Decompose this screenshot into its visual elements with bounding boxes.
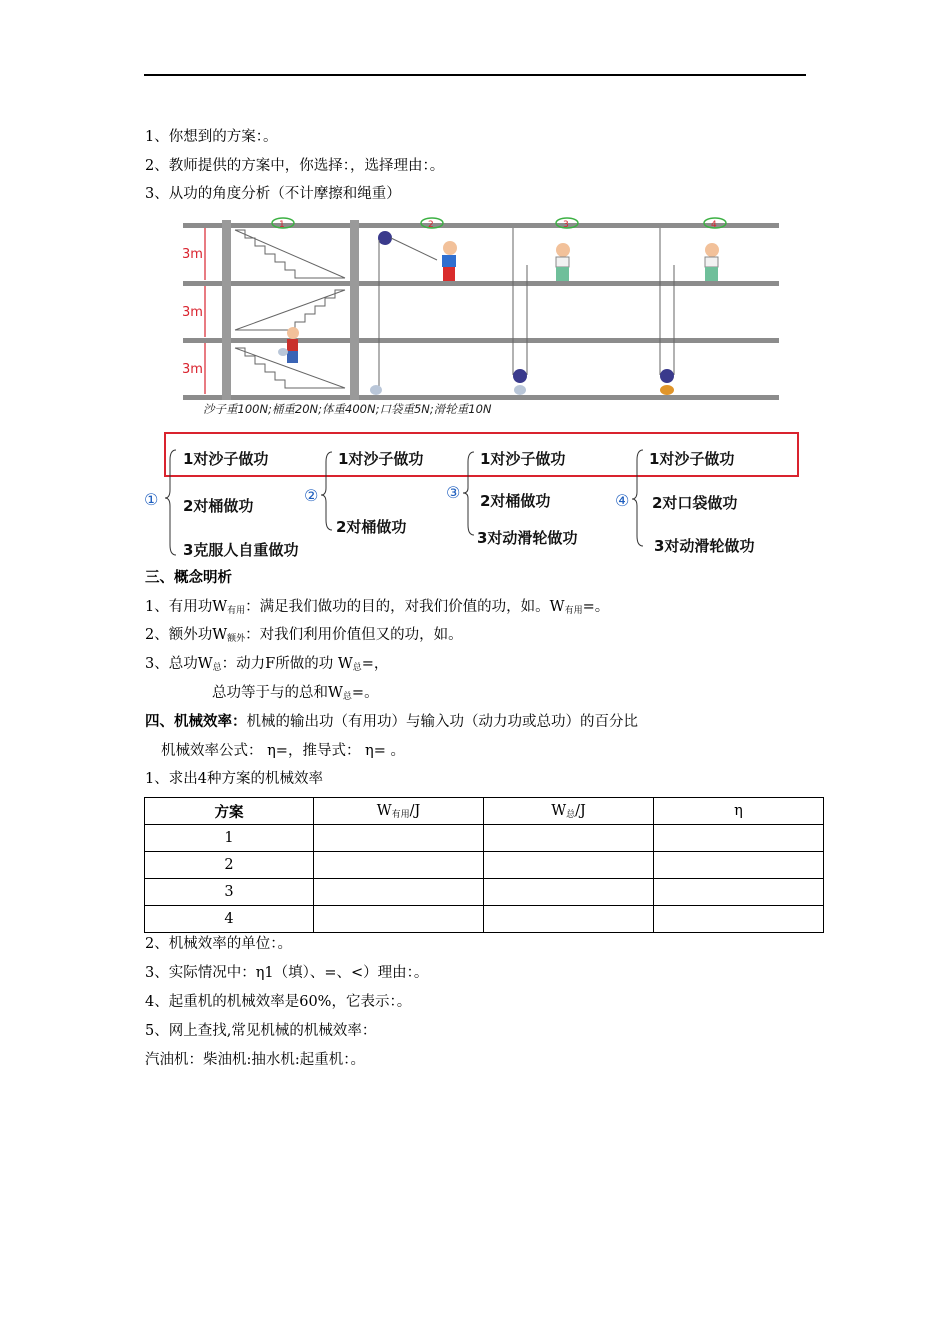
efficiency-formula: 机械效率公式： η=，推导式： η= 。 bbox=[161, 743, 405, 759]
cell-total-2[interactable] bbox=[484, 852, 654, 879]
marker-4: ④ bbox=[615, 491, 630, 510]
circle-number-2: 2 bbox=[428, 220, 434, 230]
cell-total-4[interactable] bbox=[484, 906, 654, 933]
cell-useful-2[interactable] bbox=[314, 852, 484, 879]
pulley-scheme-figure bbox=[175, 210, 785, 422]
movable-pulley-4 bbox=[660, 369, 674, 383]
bag-4 bbox=[660, 385, 674, 395]
table-row bbox=[145, 879, 824, 906]
pillar-left bbox=[222, 220, 231, 400]
header-useful-work: $W_{有用}/J$ bbox=[314, 798, 484, 825]
row-scheme-4: 4 bbox=[145, 906, 314, 933]
efficiency-table bbox=[144, 797, 824, 933]
height-label-2: 3m bbox=[182, 305, 203, 320]
person-4 bbox=[705, 243, 719, 281]
concept-useful-work: 1、有用功$W_{有用}$：满足我们做功的目的，对我们价值的功，如。$W_{有用}=$。 bbox=[145, 599, 610, 616]
person-1 bbox=[278, 327, 299, 363]
movable-pulley-3 bbox=[513, 369, 527, 383]
height-label-3: 3m bbox=[182, 362, 203, 377]
header-rule bbox=[144, 74, 806, 76]
bucket-2 bbox=[370, 385, 382, 395]
cell-useful-1[interactable] bbox=[314, 825, 484, 852]
circle-number-4: 4 bbox=[711, 220, 717, 230]
cell-useful-4[interactable] bbox=[314, 906, 484, 933]
staircase bbox=[235, 230, 345, 388]
cell-eta-3[interactable] bbox=[654, 879, 824, 906]
scheme-analysis bbox=[140, 430, 810, 565]
scheme-3-item-1: 1对沙子做功 bbox=[480, 450, 566, 468]
brace-3 bbox=[463, 452, 474, 535]
cell-eta-2[interactable] bbox=[654, 852, 824, 879]
cell-total-1[interactable] bbox=[484, 825, 654, 852]
fixed-pulley bbox=[378, 231, 392, 245]
question-search: 5、网上查找,常见机械的机械效率： bbox=[145, 1023, 377, 1039]
scheme-2-item-2: 2对桶做功 bbox=[336, 518, 407, 536]
question-efficiency-4-schemes: 1、求出4种方案的机械效率 bbox=[145, 771, 323, 787]
cell-eta-4[interactable] bbox=[654, 906, 824, 933]
table-header-row bbox=[145, 798, 824, 825]
table-row bbox=[145, 852, 824, 879]
cell-total-3[interactable] bbox=[484, 879, 654, 906]
machines-list: 汽油机：柴油机:抽水机:起重机：。 bbox=[145, 1052, 366, 1068]
scheme-3-item-3: 3对动滑轮做功 bbox=[477, 529, 578, 547]
question-real-eta: 3、实际情况中：η1（填）、=、<）理由：。 bbox=[145, 965, 429, 981]
brace-1 bbox=[165, 450, 176, 555]
scheme-4-item-3: 3对动滑轮做功 bbox=[654, 537, 755, 555]
table-row bbox=[145, 825, 824, 852]
brace-2 bbox=[321, 452, 332, 530]
question-crane: 4、起重机的机械效率是60%，它表示：。 bbox=[145, 994, 412, 1010]
concept-total-work: 3、总功$W_总$：动力F所做的功 $W_总=$， bbox=[145, 656, 389, 673]
marker-1: ① bbox=[144, 490, 159, 509]
height-label-1: 3m bbox=[182, 247, 203, 262]
scheme-2-item-1: 1对沙子做功 bbox=[338, 450, 424, 468]
bucket-3 bbox=[514, 385, 526, 395]
scheme-3-item-2: 2对桶做功 bbox=[480, 492, 551, 510]
cell-useful-3[interactable] bbox=[314, 879, 484, 906]
question-3: 3、从功的角度分析（不计摩擦和绳重） bbox=[145, 186, 401, 202]
question-2: 2、教师提供的方案中，你选择：，选择理由：。 bbox=[145, 158, 445, 174]
pillar-right bbox=[350, 220, 359, 400]
header-total-work: $W_总/J$ bbox=[484, 798, 654, 825]
section-4-definition: 四、机械效率：机械的输出功（有用功）与输入功（动力功或总功）的百分比 bbox=[145, 713, 638, 730]
person-2 bbox=[442, 241, 457, 281]
concept-extra-work: 2、额外功$W_{额外}$：对我们利用价值但又的功，如。 bbox=[145, 627, 463, 644]
circle-number-1: 1 bbox=[279, 220, 285, 230]
circle-number-3: 3 bbox=[563, 220, 569, 230]
cell-eta-1[interactable] bbox=[654, 825, 824, 852]
floor-2f bbox=[183, 281, 779, 286]
question-1: 1、你想到的方案：。 bbox=[145, 129, 278, 145]
header-scheme: 方案 bbox=[145, 798, 314, 825]
scheme-4-item-1: 1对沙子做功 bbox=[649, 450, 735, 468]
figure-caption: 沙子重100N;桶重20N;体重400N;口袋重5N;滑轮重10N bbox=[203, 402, 492, 416]
brace-4 bbox=[632, 450, 643, 546]
scheme-1-item-3: 3克服人自重做功 bbox=[183, 541, 299, 559]
row-scheme-2: 2 bbox=[145, 852, 314, 879]
section-3-heading: 三、概念明析 bbox=[145, 569, 232, 586]
concept-total-sum: 总功等于与的总和$W_总=$。 bbox=[212, 685, 379, 702]
header-efficiency: η bbox=[654, 798, 824, 825]
row-scheme-1: 1 bbox=[145, 825, 314, 852]
ground bbox=[183, 395, 779, 400]
scheme-1-item-2: 2对桶做功 bbox=[183, 497, 254, 515]
question-unit: 2、机械效率的单位：。 bbox=[145, 936, 292, 952]
row-scheme-3: 3 bbox=[145, 879, 314, 906]
scheme-4-item-2: 2对口袋做功 bbox=[652, 494, 738, 512]
marker-2: ② bbox=[304, 486, 319, 505]
scheme-1-item-1: 1对沙子做功 bbox=[183, 450, 269, 468]
marker-3: ③ bbox=[446, 483, 461, 502]
table-row bbox=[145, 906, 824, 933]
floor-1f bbox=[183, 338, 779, 343]
person-3 bbox=[556, 243, 570, 281]
